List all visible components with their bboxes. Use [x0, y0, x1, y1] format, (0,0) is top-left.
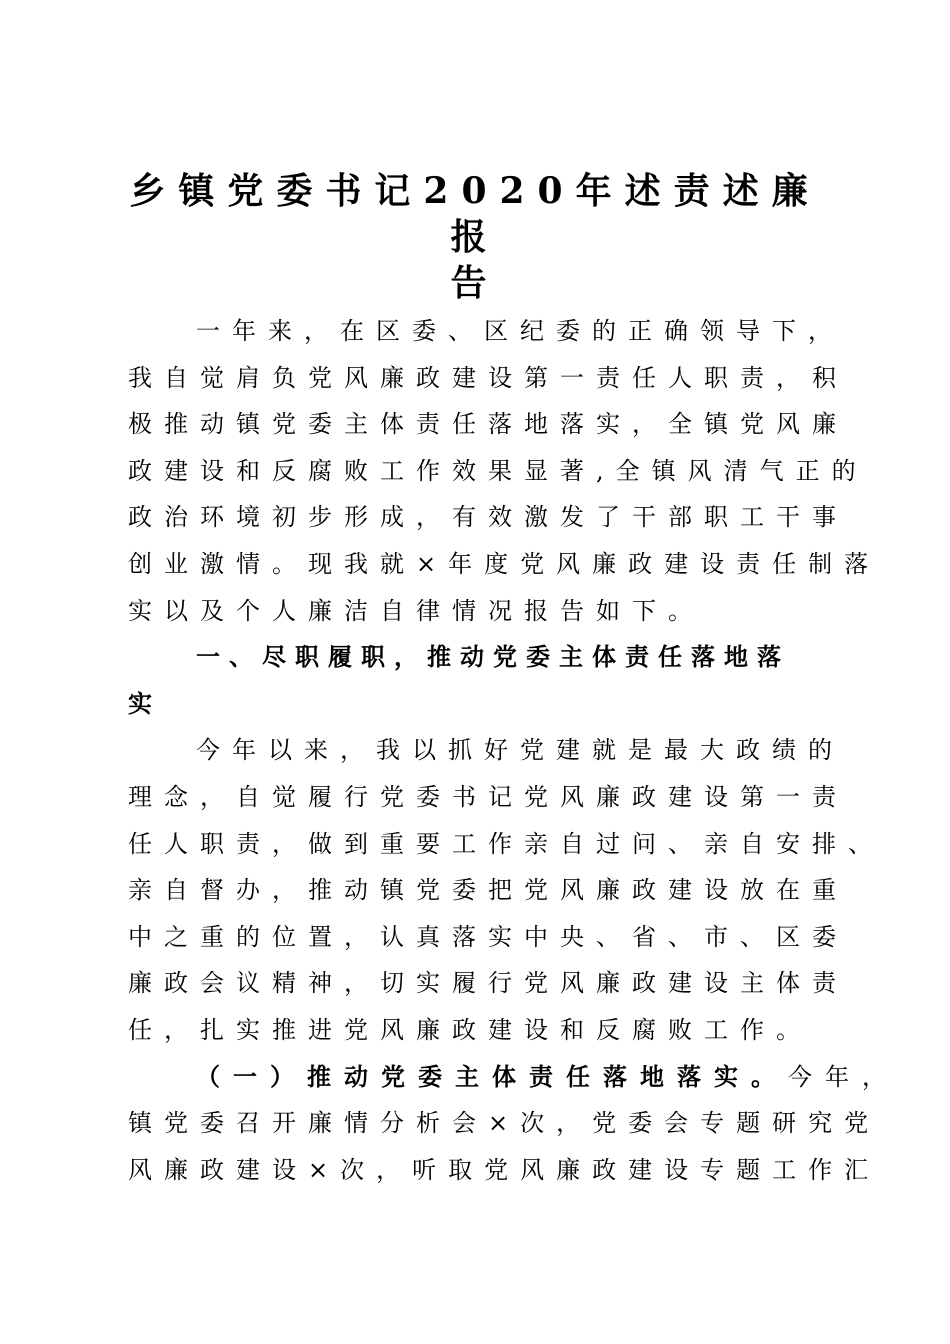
title-line-1: 乡镇党委书记2020年述责述廉报	[129, 170, 821, 258]
document-title	[128, 168, 822, 306]
text-line: 一年来，在区委、区纪委的正确领导下，	[196, 317, 844, 345]
text-line: 廉政会议精神，切实履行党风廉政建设主体责	[128, 969, 848, 998]
heading-line: 一、尽职履职，推动党委主体责任落地落	[196, 643, 790, 672]
text-line: 创业激情。现我就×年度党风廉政建设责任制落	[128, 549, 881, 578]
text-line: 今年以来，我以抓好党建就是最大政绩的	[196, 736, 844, 765]
subsection-text: 今年，	[788, 1062, 899, 1091]
text-line: 政治环境初步形成，有效激发了干部职工干事	[128, 503, 848, 532]
text-line: 任，扎实推进党风廉政建设和反腐败工作。	[128, 1015, 812, 1044]
paragraph-subsection-1	[128, 1054, 899, 1194]
text-line: 极推动镇党委主体责任落地落实，全镇党风廉	[128, 410, 848, 439]
text-line: 政建设和反腐败工作效果显著,全镇风清气正的	[128, 456, 868, 485]
text-line: 理念，自觉履行党委书记党风廉政建设第一责	[128, 782, 848, 811]
paragraph-intro	[128, 308, 881, 634]
text-line: 任人职责，做到重要工作亲自过问、亲自安排、	[128, 829, 884, 858]
text-line: 亲自督办，推动镇党委把党风廉政建设放在重	[128, 876, 848, 905]
text-line	[128, 1054, 899, 1101]
text-line: 中之重的位置，认真落实中央、省、市、区委	[128, 922, 848, 951]
paragraph-section-1	[128, 727, 884, 1053]
text-line: 我自觉肩负党风廉政建设第一责任人职责，积	[128, 363, 848, 392]
section-heading-1	[128, 634, 822, 727]
document-body	[128, 308, 899, 1193]
subsection-lead: （一）推动党委主体责任落地落实。	[196, 1062, 788, 1091]
title-line-2: 告	[450, 262, 500, 304]
text-line: 镇党委召开廉情分析会×次，党委会专题研究党	[128, 1109, 881, 1138]
text-line: 实以及个人廉洁自律情况报告如下。	[128, 596, 704, 625]
text-line: 风廉政建设×次，听取党风廉政建设专题工作汇	[128, 1155, 881, 1184]
heading-line: 实	[128, 689, 152, 718]
